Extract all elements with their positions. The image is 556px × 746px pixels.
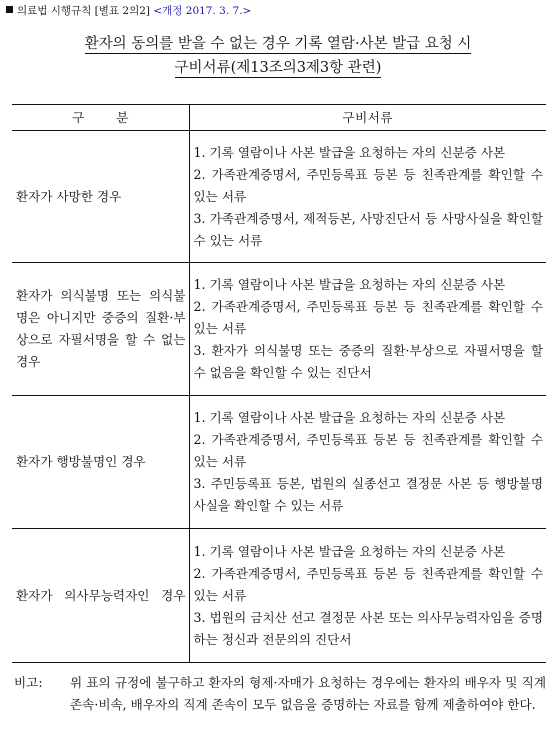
case-cell: 환자가 행방불명인 경우 (12, 396, 189, 529)
revision-date: <개정 2017. 3. 7.> (153, 5, 252, 17)
documents-cell (189, 396, 546, 529)
remarks-label: 비고: (14, 675, 43, 690)
document-item: 1. 기록 열람이나 사본 발급을 요청하는 자의 신분증 사본 (193, 410, 506, 425)
document-item: 3. 가족관계증명서, 제적등본, 사망진단서 등 사망사실을 확인할 수 있는 서류 (193, 210, 543, 248)
case-cell: 환자가 사망한 경우 (12, 131, 189, 263)
regulation-reference: 의료법 시행규칙 [별표 2의2] (17, 5, 150, 17)
document-item: 3. 환자가 의식불명 또는 중증의 질환·부상으로 자필서명을 할 수 없음을 확인할 수 있는 진단서 (193, 343, 543, 380)
remarks-note (14, 672, 546, 716)
title-text-2: 구비서류(제13조의3제3항 관련) (174, 60, 382, 76)
document-title-line-1 (0, 35, 556, 53)
table-row (12, 396, 546, 529)
column-header-category: 구 분 (12, 105, 189, 131)
remarks-text: 위 표의 규정에 불구하고 환자의 형제·자매가 요청하는 경우에는 환자의 배우자 및 직계 존속·비속, 배우자의 직계 존속이 모두 없음을 증명하는 자료를 함께 제출하여야 한다. (70, 675, 546, 712)
table-row (12, 131, 546, 263)
case-cell: 환자가 의사무능력자인 경우 (12, 529, 189, 663)
title-text-1: 환자의 동의를 받을 수 없는 경우 기록 열람·사본 발급 요청 시 (84, 36, 472, 52)
document-title-line-2 (0, 59, 556, 77)
document-item: 1. 기록 열람이나 사본 발급을 요청하는 자의 신분증 사본 (193, 144, 506, 160)
document-item: 3. 주민등록표 등본, 법원의 실종선고 결정문 사본 등 행방불명 사실을 확인할 수 있는 서류 (193, 476, 543, 513)
case-cell: 환자가 의식불명 또는 의식불명은 아니지만 중증의 질환·부상으로 자필서명을 할 수 없는 경우 (12, 263, 189, 396)
regulation-header (6, 4, 251, 18)
document-item: 2. 가족관계증명서, 주민등록표 등본 등 친족관계를 확인할 수 있는 서류 (193, 299, 543, 336)
table-header-row (12, 105, 546, 131)
document-item: 2. 가족관계증명서, 주민등록표 등본 등 친족관계를 확인할 수 있는 서류 (193, 565, 543, 603)
document-item: 2. 가족관계증명서, 주민등록표 등본 등 친족관계를 확인할 수 있는 서류 (193, 432, 543, 469)
table-row (12, 529, 546, 663)
table-row (12, 263, 546, 396)
documents-cell (189, 131, 546, 263)
required-documents-table (12, 104, 546, 663)
document-item: 2. 가족관계증명서, 주민등록표 등본 등 친족관계를 확인할 수 있는 서류 (193, 166, 543, 204)
documents-cell (189, 529, 546, 663)
document-item: 1. 기록 열람이나 사본 발급을 요청하는 자의 신분증 사본 (193, 277, 506, 292)
column-header-documents: 구비서류 (189, 105, 546, 131)
document-item: 1. 기록 열람이나 사본 발급을 요청하는 자의 신분증 사본 (193, 543, 506, 559)
square-bullet-icon (6, 6, 13, 13)
document-item: 3. 법원의 금치산 선고 결정문 사본 또는 의사무능력자임을 증명하는 정신과 전문의의 진단서 (193, 609, 543, 647)
documents-cell (189, 263, 546, 396)
